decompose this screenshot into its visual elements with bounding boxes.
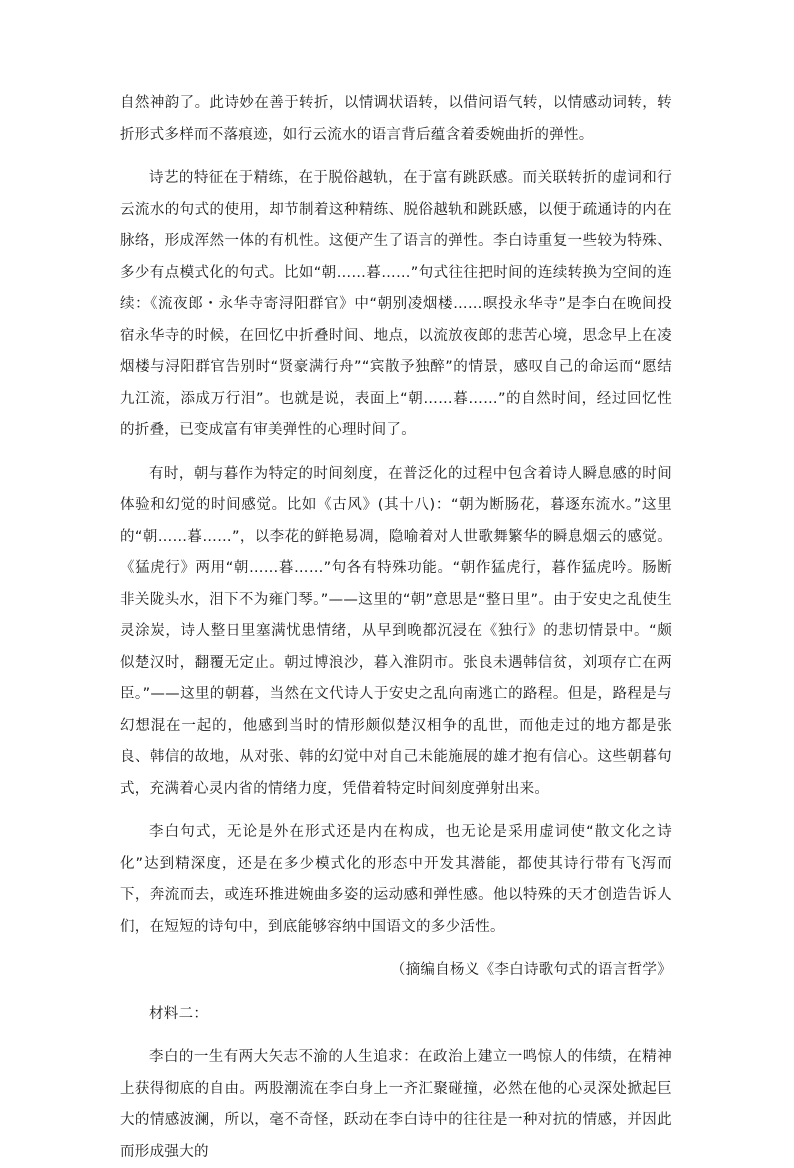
paragraph-li-bai-syntax: 李白句式，无论是外在形式还是内在构成，也无论是采用虚词使“散文化之诗化”达到精深度，还是在多少模式化的形态中开发其潜能，都使其诗行带有飞泻而下，奔流而去，或连环推进婉曲多姿的运动感和弹性感。他以特殊的天才创造告诉人们，在短短的诗句中，到底能够容纳中国语文的多少活性。 bbox=[120, 824, 672, 935]
document-page bbox=[120, 88, 672, 1168]
paragraph-material-two: 李白的一生有两大矢志不渝的人生追求：在政治上建立一鸣惊人的伟绩，在精神上获得彻底的自由。两股潮流在李白身上一齐汇聚碰撞，必然在他的心灵深处掀起巨大的情感波澜，所以，毫不奇怪，跃动在李白诗中的往往是一种对抗的情感，并因此而形成强大的 bbox=[120, 1049, 672, 1160]
paragraph-time-scale: 有时，朝与暮作为特定的时间刻度，在普泛化的过程中包含着诗人瞬息感的时间体验和幻觉的时间感觉。比如《古风》(其十八)：“朝为断肠花，暮逐东流水。”这里的“朝……暮……”，以李花的鲜艳易凋，隐喻着对人世歌舞繁华的瞬息烟云的感觉。《猛虎行》两用“朝……暮……”句各有特殊功能。“朝作猛虎行，暮作猛虎吟。肠断非关陇头水，泪下不为雍门琴。”——这里的“朝”意思是“整日里”。由于安史之乱使生灵涂炭，诗人整日里塞满忧患情绪，从早到晚都沉浸在《独行》的悲切情景中。“颇似楚汉时，翻覆无定止。朝过博浪沙，暮入淮阴市。张良未遇韩信贫，刘项存亡在两臣。”——这里的朝暮，当然在文代诗人于安史之乱向南逃亡的路程。但是，路程是与幻想混在一起的，他感到当时的情形颇似楚汉相争的乱世，而他走过的地方都是张良、韩信的故地，从对张、韩的幻觉中对自己未能施展的雄才抱有信心。这些朝暮句式，充满着心灵内省的情绪力度，凭借着特定时间刻度弹射出来。 bbox=[120, 465, 672, 797]
paragraph-continuation: 自然神韵了。此诗妙在善于转折，以情调状语转，以借问语气转，以情感动词转，转折形式多样而不落痕迹，如行云流水的语言背后蕴含着委婉曲折的弹性。 bbox=[120, 95, 672, 143]
source-citation: （摘编自杨义《李白诗歌句式的语言哲学》 bbox=[390, 962, 672, 978]
section-label: 材料二： bbox=[149, 1005, 209, 1022]
paragraph-poetic-art: 诗艺的特征在于精练，在于脱俗越轨，在于富有跳跃感。而关联转折的虚词和行云流水的句式的使用，却节制着这种精练、脱俗越轨和跳跃感，以便于疏通诗的内在脉络，形成浑然一体的有机性。这便产生了语言的弹性。李白诗重复一些较为特殊、多少有点模式化的句式。比如“朝……暮……”句式往往把时间的连续转换为空间的连续：《流夜郎・永华寺寄浔阳群官》中“朝别凌烟楼……暝投永华寺”是李白在晚间投宿永华寺的时候，在回忆中折叠时间、地点，以流放夜郎的悲苦心境，思念早上在凌烟楼与浔阳群官告别时“贤豪满行舟”“宾散予独醉”的情景，感叹自己的命运而“愿结九江流，添成万行泪”。也就是说，表面上“朝……暮……”的自然时间，经过回忆性的折叠，已变成富有审美弹性的心理时间了。 bbox=[120, 170, 672, 438]
